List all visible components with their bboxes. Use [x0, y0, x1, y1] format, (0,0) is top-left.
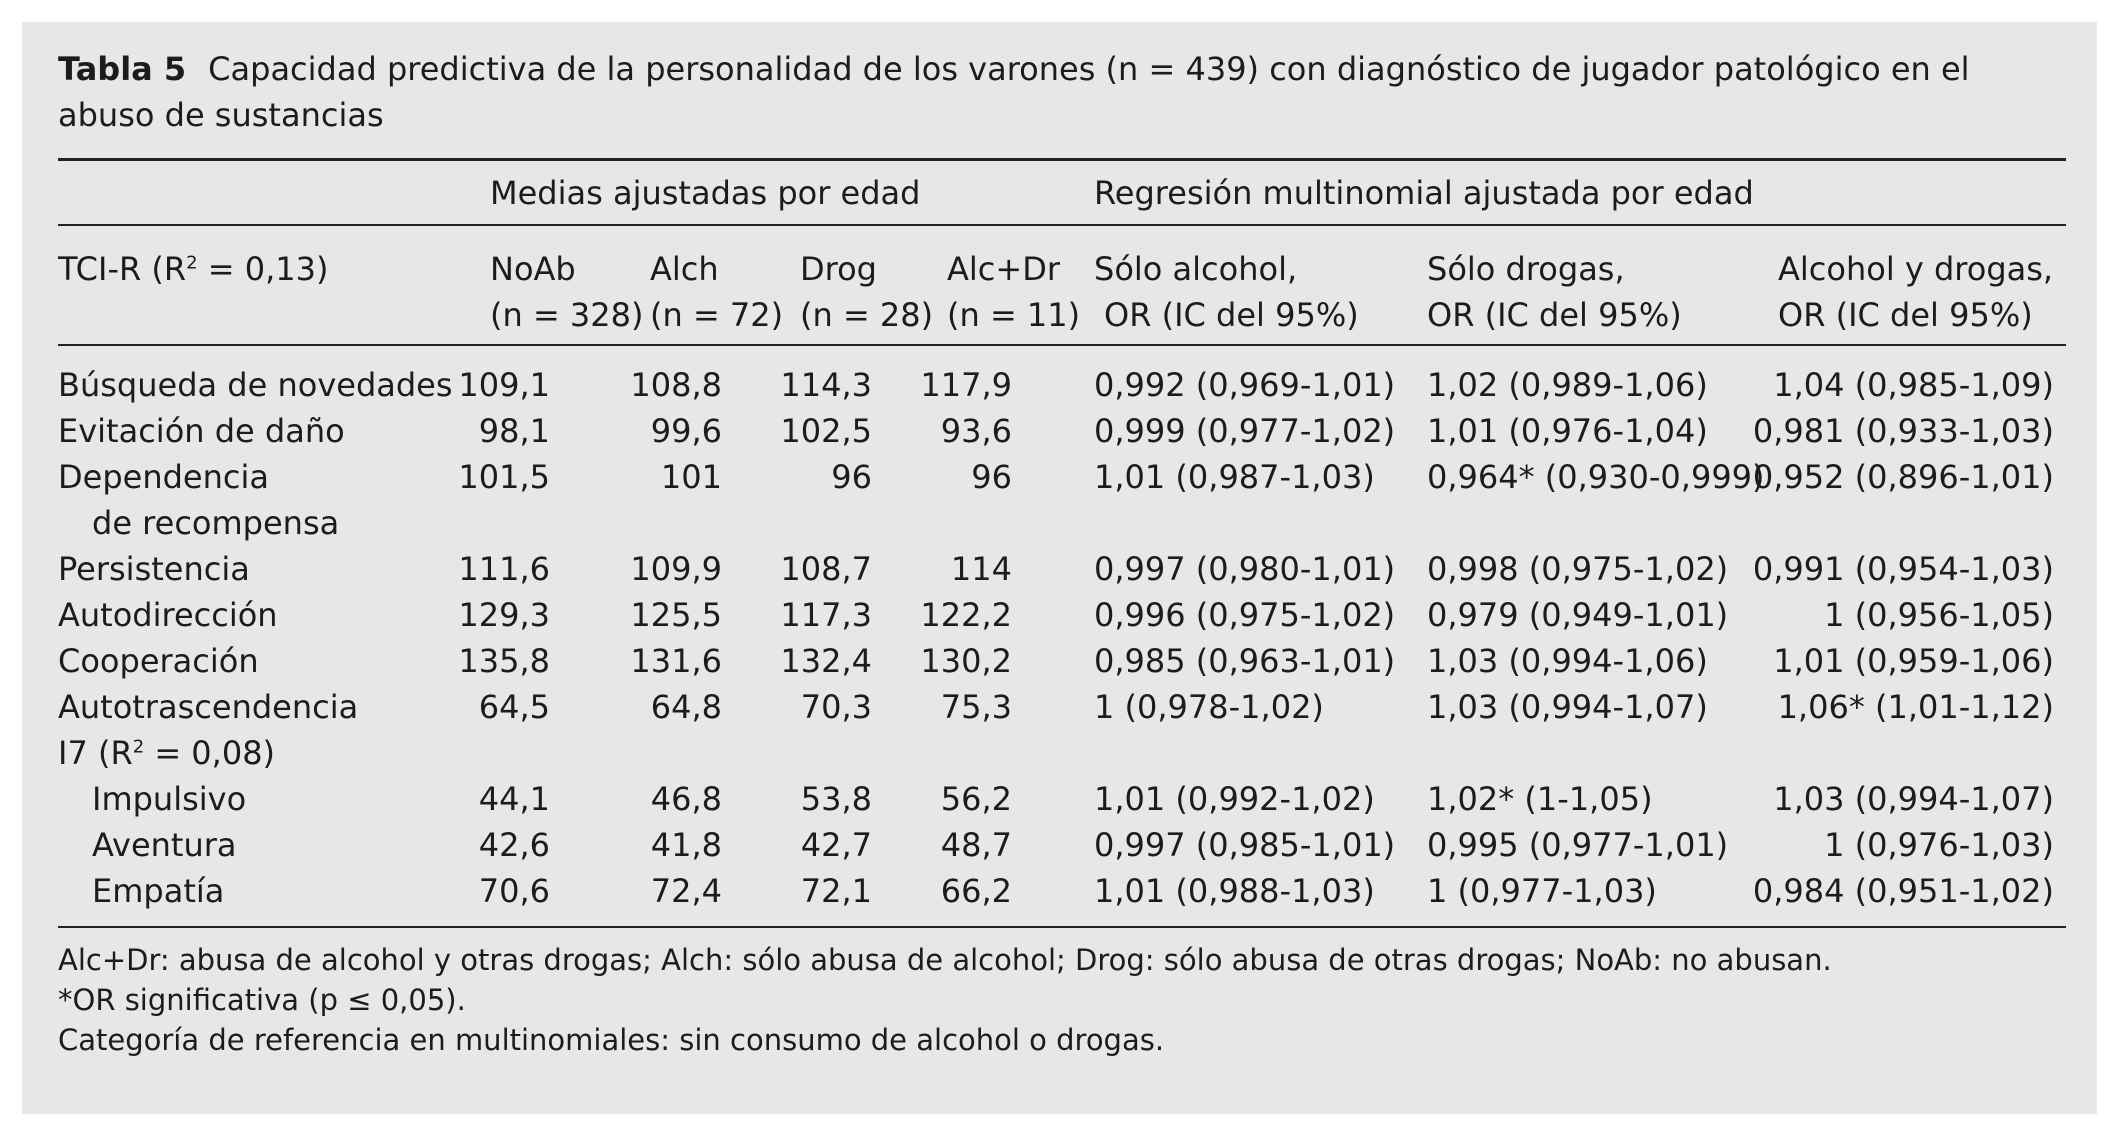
i7-cell-noab: 70,6 — [478, 872, 550, 910]
col-header-drog: Drog — [800, 250, 877, 288]
group-header-means: Medias ajustadas por edad — [490, 174, 921, 212]
tci-cell-or2: 1,01 (0,976-1,04) — [1427, 412, 1708, 450]
tci-row-label: Búsqueda de novedades — [58, 366, 453, 404]
i7-cell-or1: 1,01 (0,988-1,03) — [1094, 872, 1375, 910]
tci-cell-or2: 1,03 (0,994-1,07) — [1427, 688, 1708, 726]
i7-row-label: Empatía — [92, 872, 225, 910]
tci-cell-alch: 108,8 — [630, 366, 722, 404]
col-header-drog-n: (n = 28) — [800, 296, 934, 334]
header-mid-rule — [58, 224, 2066, 226]
footnote-significance: *OR significativa (p ≤ 0,05). — [58, 983, 466, 1017]
tci-cell-or3: 1 (0,956-1,05) — [1824, 596, 2054, 634]
tci-cell-or2: 0,964* (0,930-0,999) — [1427, 458, 1765, 496]
tci-cell-drog: 70,3 — [800, 688, 872, 726]
tci-cell-alcdr: 96 — [971, 458, 1012, 496]
tci-cell-or3: 1,06* (1,01-1,12) — [1777, 688, 2054, 726]
tci-cell-drog: 96 — [831, 458, 872, 496]
i7-cell-drog: 72,1 — [800, 872, 872, 910]
col-header-alch-n: (n = 72) — [650, 296, 784, 334]
col-header-noab-n: (n = 328) — [490, 296, 644, 334]
footnote-abbreviations: Alc+Dr: abusa de alcohol y otras drogas; Alch: sólo abusa de alcohol; Drog: sólo abusa de otras drogas; NoAb: no abusan. — [58, 943, 1832, 977]
tci-cell-drog: 102,5 — [780, 412, 872, 450]
tci-cell-or1: 0,997 (0,980-1,01) — [1094, 550, 1396, 588]
tci-cell-noab: 98,1 — [478, 412, 550, 450]
tci-cell-noab: 129,3 — [458, 596, 550, 634]
tci-cell-or3: 0,991 (0,954-1,03) — [1752, 550, 2054, 588]
i7-cell-or3: 1,03 (0,994-1,07) — [1773, 780, 2054, 818]
caption-text: Capacidad predictiva de la personalidad de los varones (n = 439) con diagnóstico de jugador patológico en el abuso de sustancias — [58, 50, 1970, 134]
tci-cell-drog: 108,7 — [780, 550, 872, 588]
i7-cell-alch: 41,8 — [650, 826, 722, 864]
tci-cell-or3: 0,952 (0,896-1,01) — [1752, 458, 2054, 496]
col-header-noab: NoAb — [490, 250, 576, 288]
tci-cell-noab: 111,6 — [458, 550, 550, 588]
i7-cell-or3: 1 (0,976-1,03) — [1824, 826, 2054, 864]
tci-cell-alcdr: 93,6 — [940, 412, 1012, 450]
tci-cell-or3: 1,04 (0,985-1,09) — [1773, 366, 2054, 404]
table-caption — [58, 46, 2068, 138]
tci-row-label: Autodirección — [58, 596, 278, 634]
i7-cell-noab: 42,6 — [478, 826, 550, 864]
tci-cell-noab: 64,5 — [478, 688, 550, 726]
col-header-alcdr-n: (n = 11) — [947, 296, 1081, 334]
tci-row-label: Persistencia — [58, 550, 250, 588]
tci-header: TCI-R $(R^2 = 0,13)$ — [58, 250, 329, 288]
i7-cell-alcdr: 48,7 — [940, 826, 1012, 864]
table-label: Tabla 5 — [58, 50, 187, 88]
tci-cell-noab: 109,1 — [458, 366, 550, 404]
i7-cell-alch: 46,8 — [650, 780, 722, 818]
i7-header: I7 $(R^2 = 0,08)$ — [58, 734, 276, 772]
tci-row-label: Autotrascendencia — [58, 688, 359, 726]
footnote-reference: Categoría de referencia en multinomiales: sin consumo de alcohol o drogas. — [58, 1023, 1165, 1057]
col-header-solo-alcohol-or: OR (IC del 95%) — [1104, 296, 1359, 334]
tci-cell-or3: 0,981 (0,933-1,03) — [1752, 412, 2054, 450]
tci-cell-drog: 114,3 — [780, 366, 872, 404]
i7-cell-or2: 1 (0,977-1,03) — [1427, 872, 1657, 910]
col-header-alcdr: Alc+Dr — [947, 250, 1060, 288]
tci-cell-or1: 0,999 (0,977-1,02) — [1094, 412, 1396, 450]
tci-cell-drog: 117,3 — [780, 596, 872, 634]
i7-cell-noab: 44,1 — [478, 780, 550, 818]
i7-cell-or2: 1,02* (1-1,05) — [1427, 780, 1653, 818]
tci-cell-alcdr: 75,3 — [940, 688, 1012, 726]
tci-cell-or2: 0,998 (0,975-1,02) — [1427, 550, 1729, 588]
tci-cell-or2: 0,979 (0,949-1,01) — [1427, 596, 1729, 634]
i7-row-label: Aventura — [92, 826, 237, 864]
tci-cell-alcdr: 130,2 — [920, 642, 1012, 680]
col-header-alch: Alch — [650, 250, 719, 288]
i7-cell-or3: 0,984 (0,951-1,02) — [1752, 872, 2054, 910]
tci-cell-or2: 1,02 (0,989-1,06) — [1427, 366, 1708, 404]
i7-cell-alcdr: 66,2 — [940, 872, 1012, 910]
tci-cell-alcdr: 117,9 — [920, 366, 1012, 404]
i7-row-label: Impulsivo — [92, 780, 247, 818]
tci-cell-or1: 1 (0,978-1,02) — [1094, 688, 1324, 726]
col-header-solo-alcohol: Sólo alcohol, — [1094, 250, 1298, 288]
col-header-solo-drogas: Sólo drogas, — [1427, 250, 1625, 288]
i7-cell-drog: 53,8 — [800, 780, 872, 818]
tci-cell-alch: 125,5 — [630, 596, 722, 634]
tci-cell-or3: 1,01 (0,959-1,06) — [1773, 642, 2054, 680]
tci-cell-alch: 131,6 — [630, 642, 722, 680]
i7-cell-alcdr: 56,2 — [940, 780, 1012, 818]
tci-row-label-cont: de recompensa — [92, 504, 340, 542]
table-panel — [22, 22, 2097, 1114]
i7-cell-alch: 72,4 — [650, 872, 722, 910]
tci-row-label: Cooperación — [58, 642, 259, 680]
tci-cell-or2: 1,03 (0,994-1,06) — [1427, 642, 1708, 680]
tci-cell-alch: 99,6 — [650, 412, 722, 450]
tci-row-label: Dependencia — [58, 458, 269, 496]
tci-cell-alcdr: 114 — [950, 550, 1012, 588]
tci-cell-or1: 0,985 (0,963-1,01) — [1094, 642, 1396, 680]
tci-cell-noab: 101,5 — [458, 458, 550, 496]
col-header-solo-drogas-or: OR (IC del 95%) — [1427, 296, 1682, 334]
tci-cell-or1: 0,996 (0,975-1,02) — [1094, 596, 1396, 634]
tci-cell-or1: 1,01 (0,987-1,03) — [1094, 458, 1375, 496]
tci-cell-alch: 101 — [660, 458, 722, 496]
col-header-alcohol-drogas: Alcohol y drogas, — [1778, 250, 2054, 288]
tci-cell-alch: 64,8 — [650, 688, 722, 726]
top-rule — [58, 158, 2066, 161]
i7-cell-drog: 42,7 — [800, 826, 872, 864]
tci-cell-alcdr: 122,2 — [920, 596, 1012, 634]
i7-cell-or2: 0,995 (0,977-1,01) — [1427, 826, 1729, 864]
i7-cell-or1: 1,01 (0,992-1,02) — [1094, 780, 1375, 818]
header-bottom-rule — [58, 344, 2066, 346]
i7-cell-or1: 0,997 (0,985-1,01) — [1094, 826, 1396, 864]
bottom-rule — [58, 926, 2066, 928]
tci-cell-alch: 109,9 — [630, 550, 722, 588]
tci-cell-noab: 135,8 — [458, 642, 550, 680]
tci-row-label: Evitación de daño — [58, 412, 345, 450]
tci-cell-or1: 0,992 (0,969-1,01) — [1094, 366, 1396, 404]
col-header-alcohol-drogas-or: OR (IC del 95%) — [1778, 296, 2033, 334]
tci-cell-drog: 132,4 — [780, 642, 872, 680]
group-header-regression: Regresión multinomial ajustada por edad — [1094, 174, 1754, 212]
